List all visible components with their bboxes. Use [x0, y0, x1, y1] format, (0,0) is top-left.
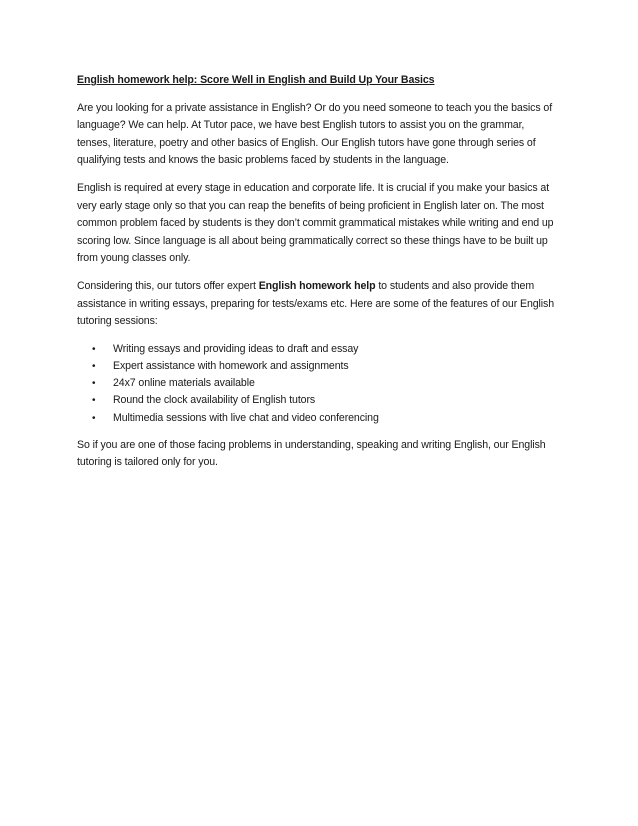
feature-text: Writing essays and providing ideas to draft and essay: [113, 342, 359, 355]
bullet-icon: •: [92, 395, 96, 407]
features-intro-paragraph: [77, 278, 557, 331]
features-intro-text-start: Considering this, our tutors offer expert: [77, 279, 259, 292]
features-list: [77, 341, 557, 427]
feature-text: Multimedia sessions with live chat and video conferencing: [113, 411, 379, 424]
list-item: [92, 358, 557, 375]
list-item: [92, 375, 557, 392]
bullet-icon: •: [92, 360, 96, 372]
english-homework-help-emphasis: English homework help: [258, 279, 376, 292]
document-heading: English homework help: Score Well in English and Build Up Your Basics: [77, 74, 435, 86]
intro-paragraph: Are you looking for a private assistance in English? Or do you need someone to teach you the basics of language? We can help. At Tutor pace, we have best English tutors to assist you on the grammar, tenses, literature, poetry and other basics of English. Our English tutors have gone through series of qualifying tests and knows the basic problems faced by students in the language.: [77, 101, 553, 167]
features-intro-text-end: to students and also provide them assistance in writing essays, preparing for tests/exams etc. Here are some of the features of our English tutoring sessions:: [77, 279, 555, 328]
bullet-icon: •: [92, 378, 96, 390]
closing-paragraph: So if you are one of those facing problems in understanding, speaking and writing English, our English tutoring is tailored only for you.: [77, 438, 546, 469]
feature-text: Round the clock availability of English tutors: [113, 394, 316, 407]
bullet-icon: •: [92, 412, 96, 424]
requirement-paragraph: English is required at every stage in education and corporate life. It is crucial if you make your basics at very early stage only so that you can reap the benefits of being proficient in English later on. The most common problem faced by students is they don’t commit grammatical mistakes while writing and end up scoring low. Since language is all about being grammatically correct so these things have to be built up from young classes only.: [77, 181, 554, 265]
list-item: [92, 341, 557, 358]
feature-text: 24x7 online materials available: [113, 377, 255, 390]
feature-text: Expert assistance with homework and assignments: [113, 359, 349, 372]
document-body: [77, 72, 557, 482]
list-item: [92, 392, 557, 409]
list-item: [92, 410, 557, 427]
bullet-icon: •: [92, 343, 96, 355]
